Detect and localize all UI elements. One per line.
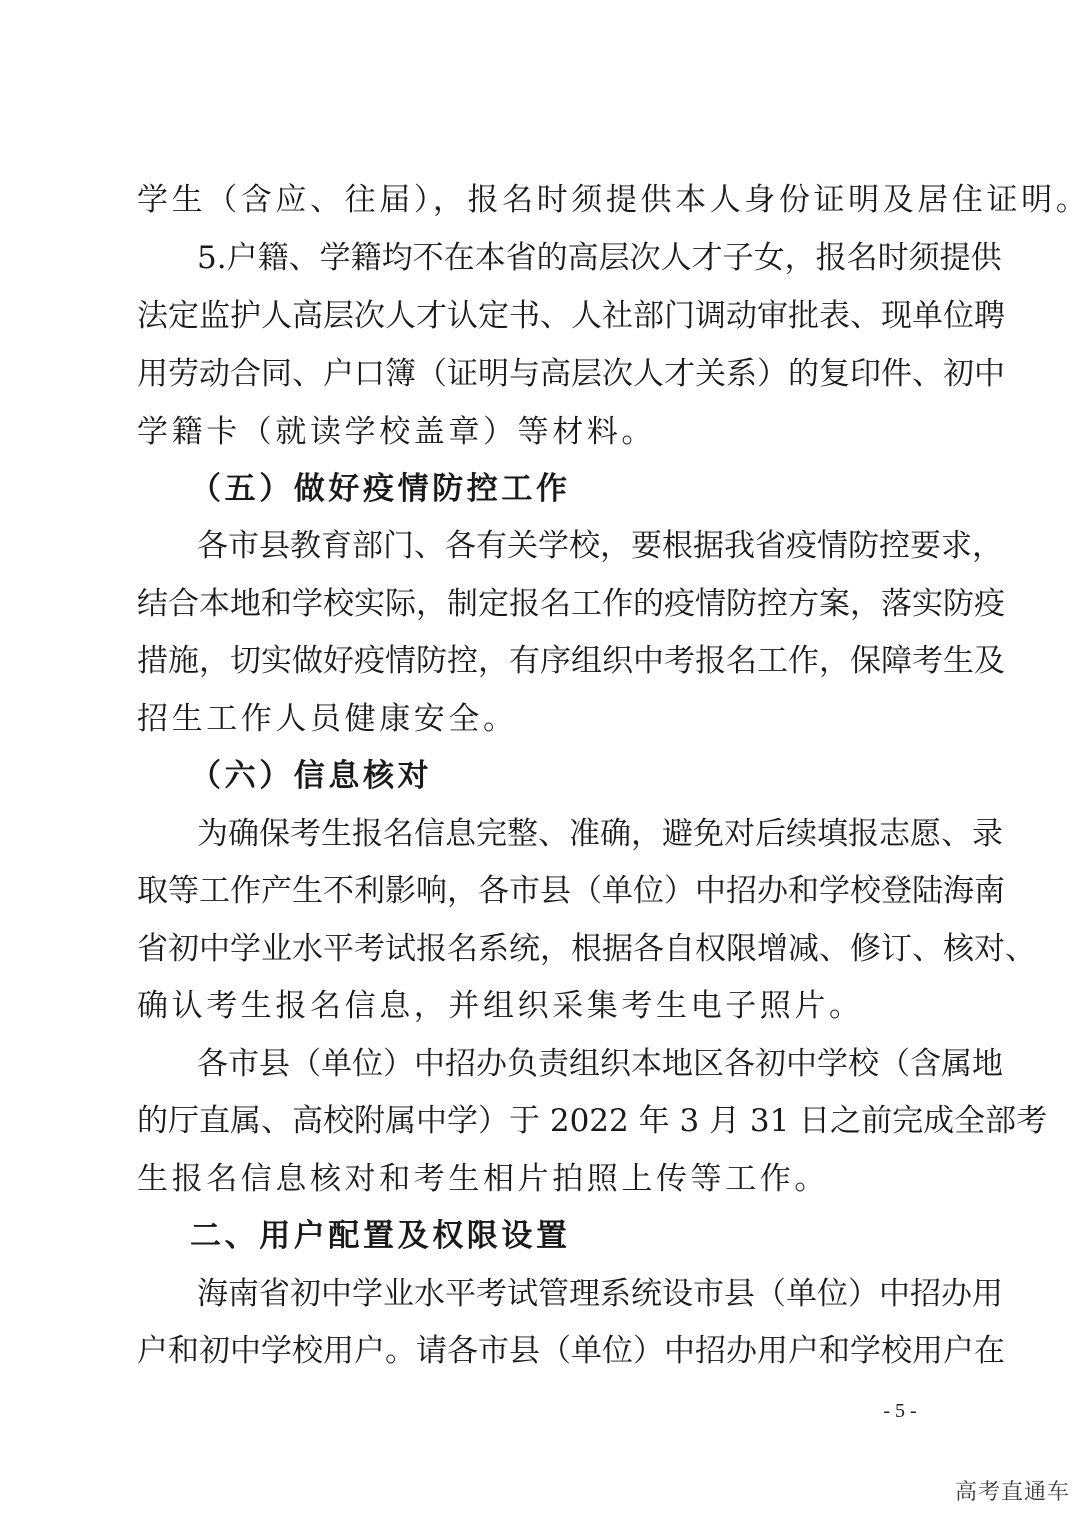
text-line: 学生（含应、往届），报名时须提供本人身份证明及居住证明。 xyxy=(137,182,1090,218)
text-line: 措施，切实做好疫情防控，有序组织中考报名工作，保障考生及 xyxy=(137,643,1005,679)
text-line: 确认考生报名信息，并组织采集考生电子照片。 xyxy=(137,988,864,1024)
text-line: 学籍卡（就读学校盖章）等材料。 xyxy=(137,414,656,450)
section-heading: （五）做好疫情防控工作 xyxy=(190,471,571,507)
text-line: 户和初中学校用户。请各市县（单位）中招办用户和学校用户在 xyxy=(137,1333,1005,1369)
page-number: - 5 - xyxy=(883,1400,917,1422)
text-line: 法定监护人高层次人才认定书、人社部门调动审批表、现单位聘 xyxy=(137,298,1005,334)
text-line: 用劳动合同、户口簿（证明与高层次人才关系）的复印件、初中 xyxy=(137,356,1005,392)
text-line: 的厅直属、高校附属中学）于 2022 年 3 月 31 日之前完成全部考 xyxy=(137,1103,1048,1139)
text-line: 为确保考生报名信息完整、准确，避免对后续填报志愿、录 xyxy=(197,816,1003,852)
section-heading: （六）信息核对 xyxy=(190,758,433,794)
text-line: 各市县（单位）中招办负责组织本地区各初中学校（含属地 xyxy=(197,1046,1003,1082)
text-line: 招生工作人员健康安全。 xyxy=(137,701,518,737)
text-line: 5.户籍、学籍均不在本省的高层次人才子女，报名时须提供 xyxy=(197,240,1002,276)
text-line: 生报名信息核对和考生相片拍照上传等工作。 xyxy=(137,1161,829,1197)
text-line: 省初中学业水平考试报名系统，根据各自权限增减、修订、核对、 xyxy=(137,931,1036,967)
text-line: 各市县教育部门、各有关学校，要根据我省疫情防控要求， xyxy=(197,528,1003,564)
watermark: 高考直通车 xyxy=(954,1480,1070,1505)
text-line: 取等工作产生不利影响，各市县（单位）中招办和学校登陆海南 xyxy=(137,873,1005,909)
text-line: 结合本地和学校实际，制定报名工作的疫情防控方案，落实防疫 xyxy=(137,586,1005,622)
chapter-heading: 二、用户配置及权限设置 xyxy=(190,1218,571,1254)
text-line: 海南省初中学业水平考试管理系统设市县（单位）中招办用 xyxy=(197,1276,1003,1312)
